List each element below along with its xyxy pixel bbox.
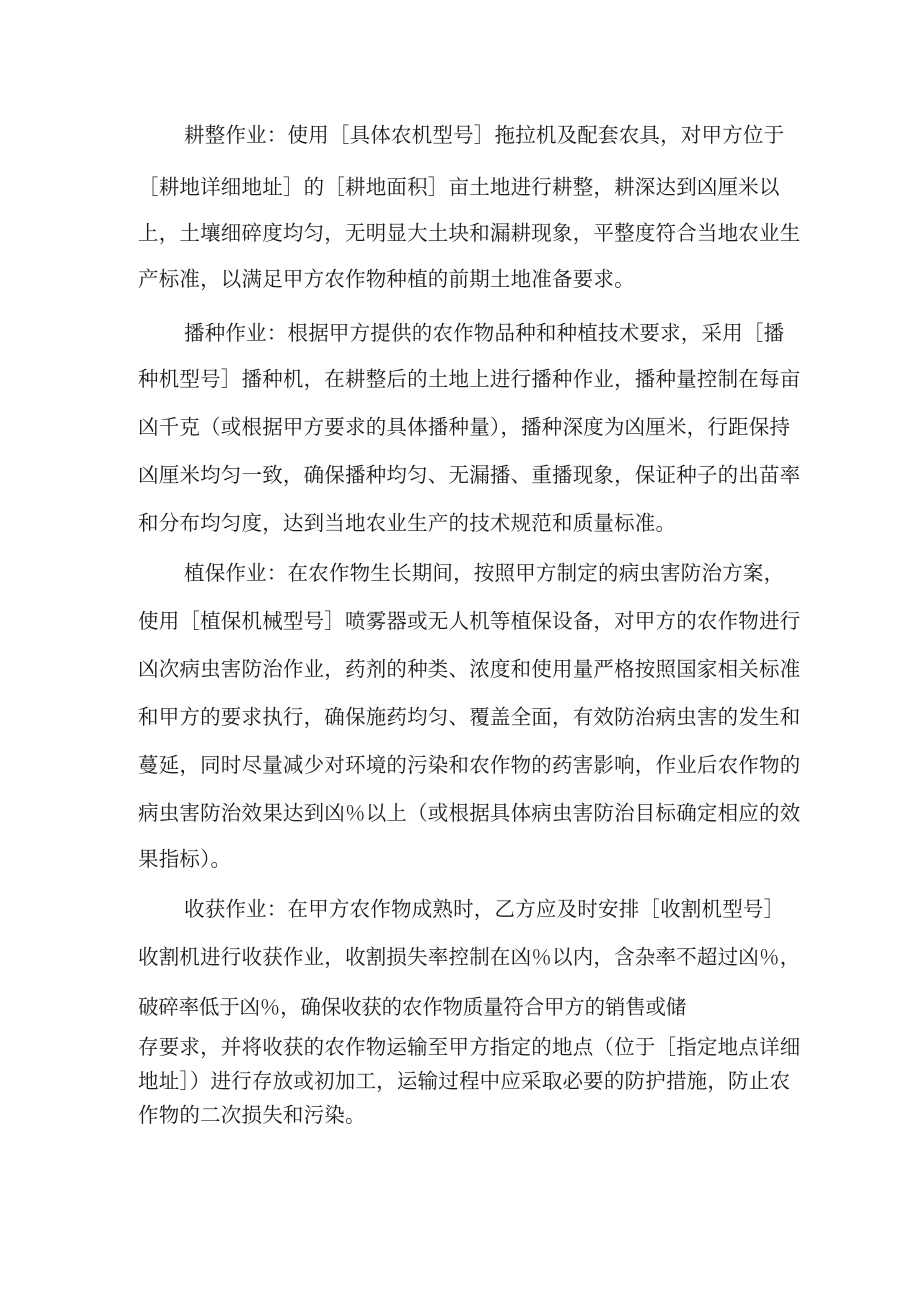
sowing-line-2: 种机型号］播种机，在耕整后的土地上进行播种作业，播种量控制在每亩 <box>138 367 801 391</box>
sowing-line-3: 凶千克（或根据甲方要求的具体播种量），播种深度为凶厘米，行距保持 <box>138 415 791 439</box>
tillage-line-3: 上，土壤细碎度均匀，无明显大土块和漏耕现象，平整度符合当地农业生 <box>138 221 801 245</box>
tillage-line-1: 耕整作业：使用［具体农机型号］拖拉机及配套农具，对甲方位于 <box>184 123 785 147</box>
plant-protection-line-1: 植保作业：在农作物生长期间，按照甲方制定的病虫害防治方案， <box>184 561 785 585</box>
sowing-line-5: 和分布均匀度，达到当地农业生产的技术规范和质量标准。 <box>138 511 677 535</box>
harvest-line-2: 收割机进行收获作业，收割损失率控制在凶％以内，含杂率不超过凶％， <box>138 945 801 969</box>
plant-protection-line-6: 病虫害防治效果达到凶％以上（或根据具体病虫害防治目标确定相应的效 <box>138 801 801 825</box>
plant-protection-line-2: 使用［植保机械型号］喷雾器或无人机等植保设备，对甲方的农作物进行 <box>138 609 801 633</box>
tillage-line-4: 产标准，以满足甲方农作物种植的前期土地准备要求。 <box>138 267 635 291</box>
tillage-line-2: ［耕地详细地址］的［耕地面积］亩土地进行耕整，耕深达到凶厘米以 <box>138 175 780 199</box>
plant-protection-line-3: 凶次病虫害防治作业，药剂的种类、浓度和使用量严格按照国家相关标准 <box>138 657 801 681</box>
plant-protection-line-7: 果指标）。 <box>138 847 232 871</box>
harvest-line-5: 地址］）进行存放或初加工，运输过程中应采取必要的防护措施，防止农 <box>138 1069 791 1093</box>
harvest-line-1: 收获作业：在甲方农作物成熟时，乙方应及时安排［收割机型号］ <box>184 897 785 921</box>
sowing-line-1: 播种作业：根据甲方提供的农作物品种和种植技术要求，采用［播 <box>184 321 785 345</box>
harvest-line-4: 存要求，并将收获的农作物运输至甲方指定的地点（位于［指定地点详细 <box>138 1035 801 1059</box>
sowing-line-4: 凶厘米均匀一致，确保播种均匀、无漏播、重播现象，保证种子的出苗率 <box>138 463 801 487</box>
plant-protection-line-4: 和甲方的要求执行，确保施药均匀、覆盖全面，有效防治病虫害的发生和 <box>138 705 801 729</box>
plant-protection-line-5: 蔓延，同时尽量减少对环境的污染和农作物的药害影响，作业后农作物的 <box>138 753 801 777</box>
harvest-line-3: 破碎率低于凶％，确保收获的农作物质量符合甲方的销售或储 <box>138 995 687 1019</box>
harvest-line-6: 作物的二次损失和污染。 <box>138 1103 366 1127</box>
